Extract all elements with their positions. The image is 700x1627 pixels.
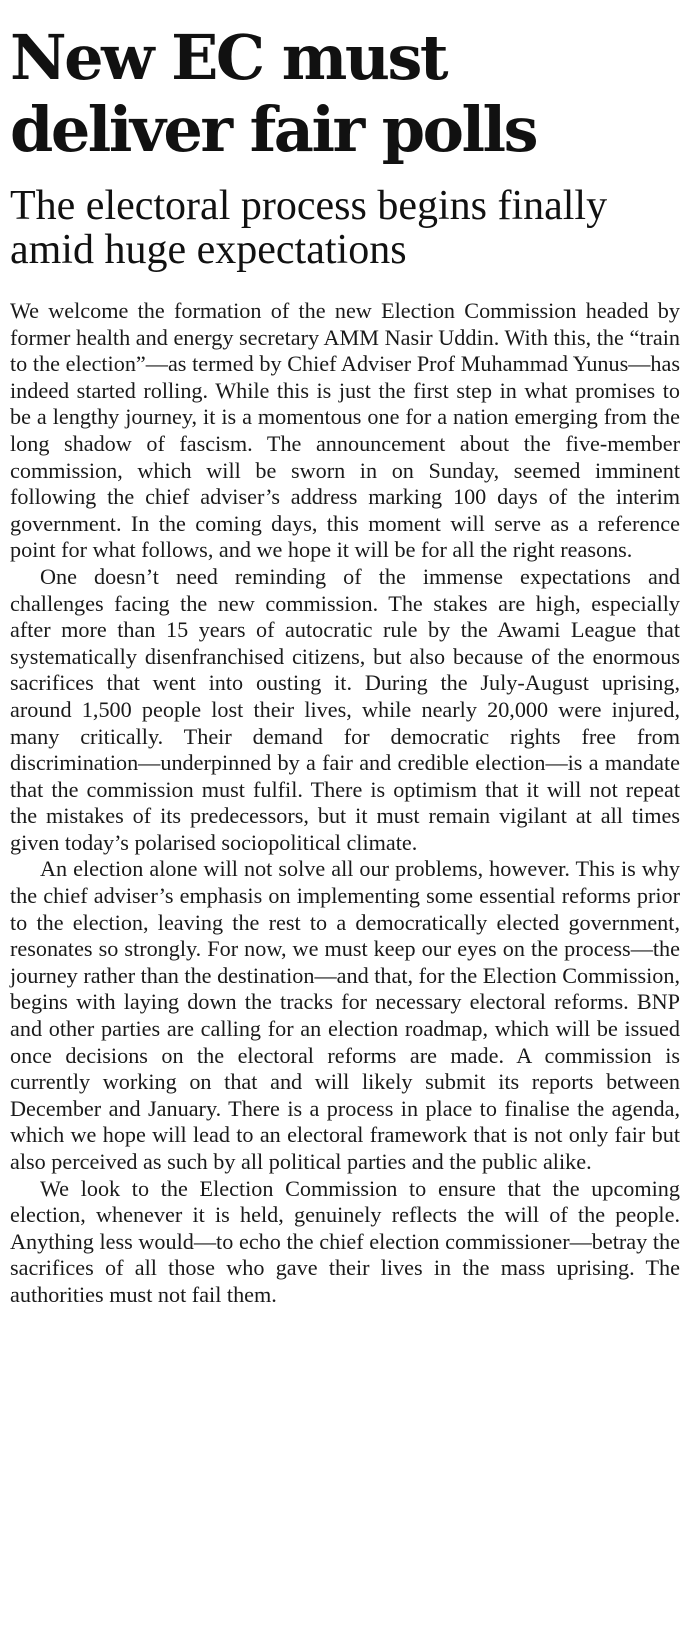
headline: New EC must deliver fair polls <box>10 21 536 166</box>
article-body <box>10 298 680 1309</box>
subheadline: The electoral process begins finally amid huge expectations <box>10 183 608 273</box>
paragraph-2: One doesn’t need reminding of the immense expectations and challenges facing the new commission. The stakes are high, especially after more than 15 years of autocratic rule by the Awami League that systematically disenfranchised citizens, but also because of the enormous sacrifices that went into ousting it. During the July-August uprising, around 1,500 people lost their lives, while nearly 20,000 were injured, many critically. Their demand for democratic rights free from discrimination—underpinned by a fair and credible election—is a mandate that the commission must fulfil. There is optimism that it will not repeat the mistakes of its predecessors, but it must remain vigilant at all times given today’s polarised sociopolitical climate. <box>10 563 680 855</box>
paragraph-3: An election alone will not solve all our problems, however. This is why the chief adviser’s emphasis on implementing some essential reforms prior to the election, leaving the rest to a democratically elected government, resonates so strongly. For now, we must keep our eyes on the process—the journey rather than the destination—and that, for the Election Commission, begins with laying down the tracks for necessary electoral reforms. BNP and other parties are calling for an election roadmap, which will be issued once decisions on the electoral reforms are made. A commission is currently working on that and will likely submit its reports between December and January. There is a process in place to finalise the agenda, which we hope will lead to an electoral framework that is not only fair but also perceived as such by all political parties and the public alike. <box>10 856 680 1174</box>
paragraph-4: We look to the Election Commission to ensure that the upcoming election, whenever it is held, genuinely reflects the will of the people. Anything less would—to echo the chief election commissioner—betray the sacrifices of all those who gave their lives in the mass uprising. The authorities must not fail them. <box>10 1175 680 1307</box>
paragraph-1: We welcome the formation of the new Election Commission headed by former health and energy secretary AMM Nasir Uddin. With this, the “train to the election”—as termed by Chief Adviser Prof Muhammad Yunus—has indeed started rolling. While this is just the first step in what promises to be a lengthy journey, it is a momentous one for a nation emerging from the long shadow of fascism. The announcement about the five-member commission, which will be sworn in on Sunday, seemed imminent following the chief adviser’s address marking 100 days of the interim government. In the coming days, this moment will serve as a reference point for what follows, and we hope it will be for all the right reasons. <box>10 298 680 563</box>
